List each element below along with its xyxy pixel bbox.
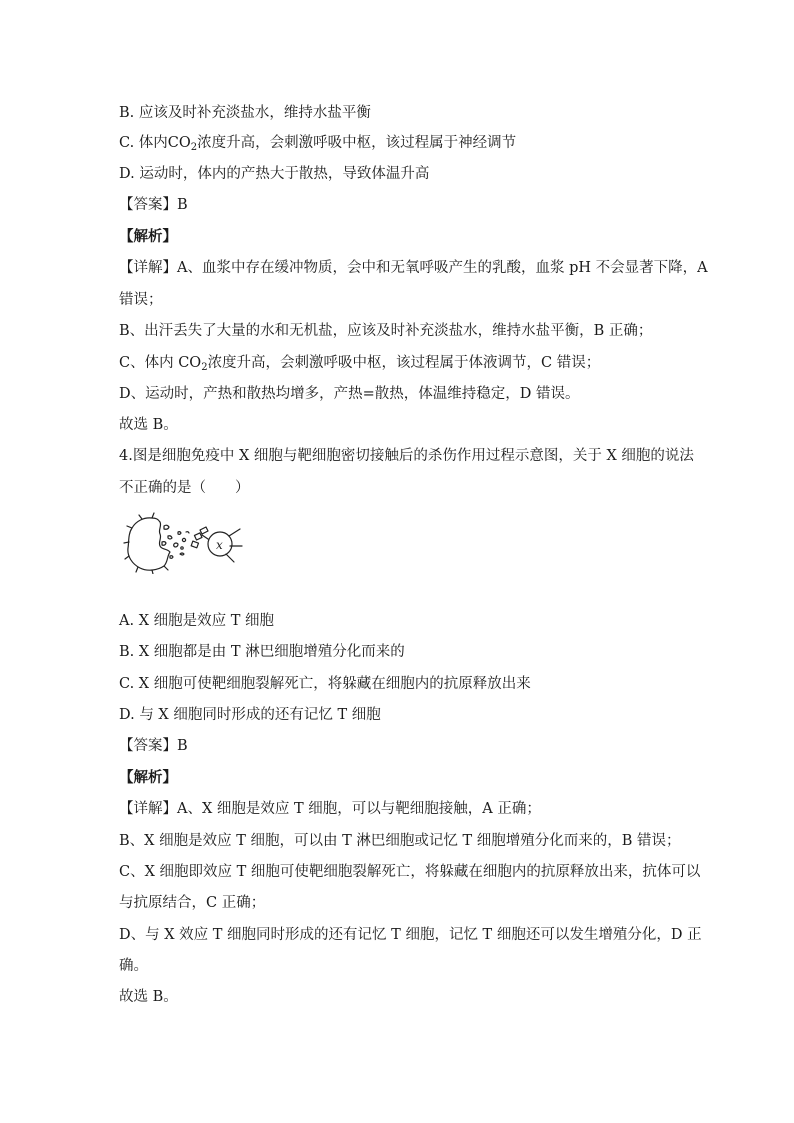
q4-conclusion: 故选 B。 [119,989,178,1005]
q4-answer: 【答案】B [119,738,188,754]
q4-detail-c-line2: 与抗原结合，C 正确； [119,895,266,911]
contact-block [191,541,198,548]
released-fragment [178,532,181,535]
q4-option-a: A. X 细胞是效应 T 细胞 [119,613,275,629]
cell-immunity-figure [122,512,262,574]
released-fragment [168,536,172,539]
q3-analysis-label: 【解析】 [119,228,177,245]
q4-option-d: D. 与 X 细胞同时形成的还有记忆 T 细胞 [119,707,381,723]
released-fragment [174,543,178,547]
contact-block [194,533,202,540]
q3-option-b: B. 应该及时补充淡盐水，维持水盐平衡 [119,105,371,121]
granule [181,547,183,549]
q3-detail-d: D、运动时，产热和散热均增多，产热=散热，体温维持稳定，D 错误。 [119,386,580,402]
released-fragment [162,542,166,546]
released-fragment [170,556,173,559]
q4-detail-d-line1: D、与 X 效应 T 细胞同时形成的还有记忆 T 细胞，记忆 T 细胞还可以发生增殖分化，D 正 [119,927,702,943]
granule [186,532,189,533]
q4-detail-a: 【详解】A、X 细胞是效应 T 细胞，可以与靶细胞接触，A 正确； [119,801,541,817]
q4-detail-c-line1: C、X 细胞即效应 T 细胞可使靶细胞裂解死亡，将躲藏在细胞内的抗原释放出来，抗体可以 [119,864,701,880]
q3-option-c: C. 体内$CO_2$浓度升高，会刺激呼吸中枢，该过程属于神经调节 [119,135,517,153]
released-fragment [180,553,184,555]
q4-stem-line1: 4.图是细胞免疫中 X 细胞与靶细胞密切接触后的杀伤作用过程示意图，关于 X 细胞的说法 [119,448,694,464]
q3-detail-c: C、体内 $CO_2$浓度升高，会刺激呼吸中枢，该过程属于体液调节，C 错误； [119,355,601,373]
q3-answer: 【答案】B [119,197,188,213]
q4-analysis-label: 【解析】 [119,769,177,786]
released-fragment [164,525,169,529]
granule [182,538,185,541]
x-cell-label: x [216,538,223,552]
q4-stem-line2: 不正确的是（ ） [119,480,250,496]
target-cell-spike [124,513,168,574]
q3-detail-a-line1: 【详解】A、血浆中存在缓冲物质，会中和无氧呼吸产生的乳酸，血浆 pH 不会显著下降，A [119,260,708,276]
q4-option-c: C. X 细胞可使靶细胞裂解死亡，将躲藏在细胞内的抗原释放出来 [119,676,531,692]
q4-detail-b: B、X 细胞是效应 T 细胞，可以由 T 淋巴细胞或记忆 T 细胞增殖分化而来的，B 错误； [119,833,681,849]
contact-block [200,527,208,534]
q3-conclusion: 故选 B。 [119,417,178,433]
q4-option-b: B. X 细胞都是由 T 淋巴细胞增殖分化而来的 [119,644,405,660]
q4-detail-d-line2: 确。 [119,958,148,974]
q3-option-d: D. 运动时，体内的产热大于散热，导致体温升高 [119,166,430,182]
q3-detail-a-line2: 错误； [119,292,163,308]
q3-detail-b: B、出汗丢失了大量的水和无机盐，应该及时补充淡盐水，维持水盐平衡，B 正确； [119,323,653,339]
